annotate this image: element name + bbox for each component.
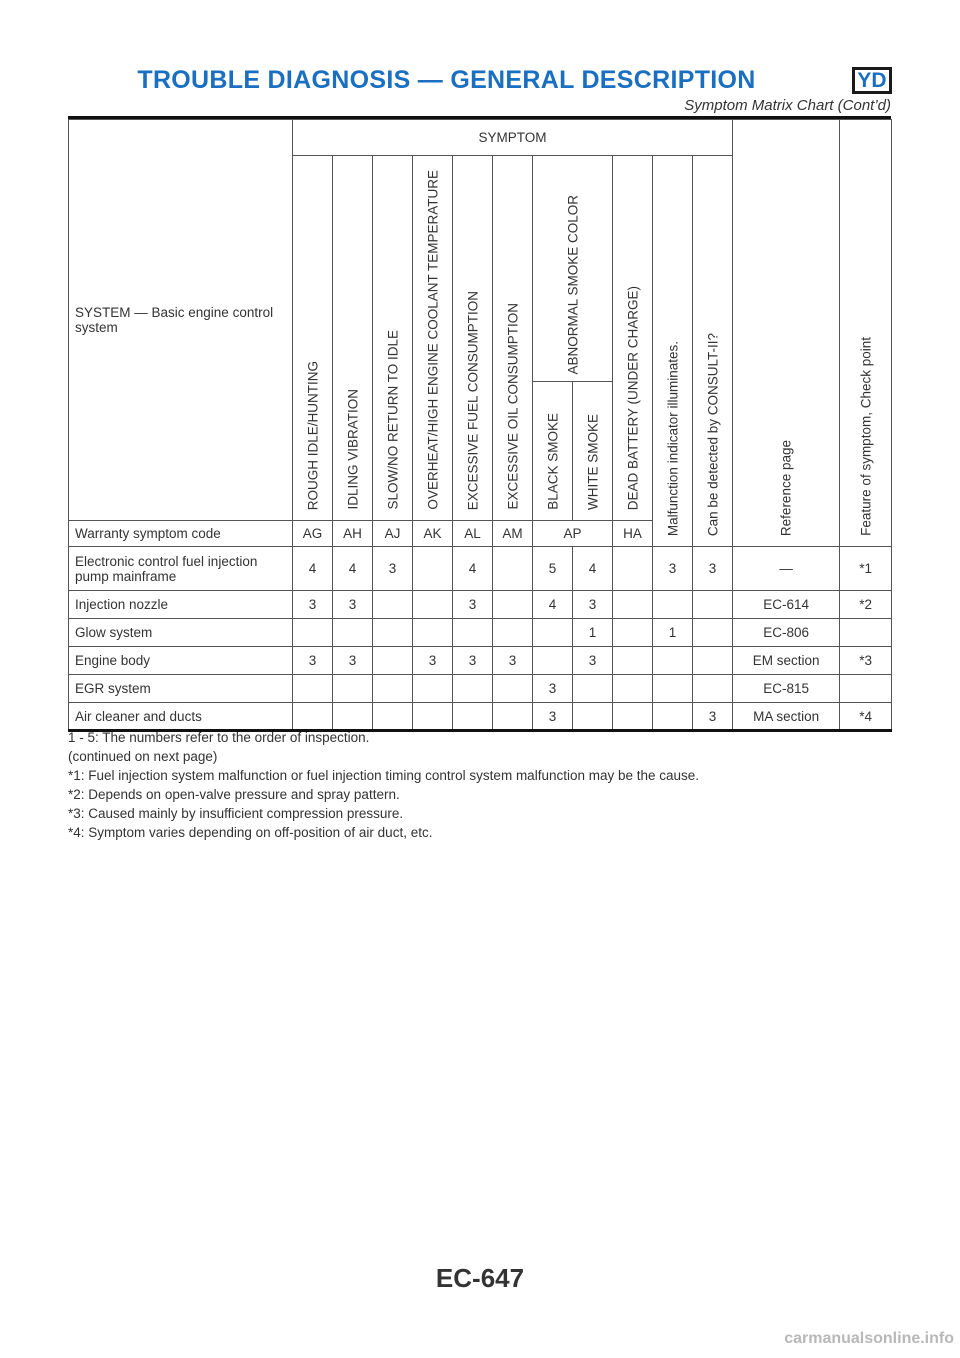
col-excessive-oil-label: EXCESSIVE OIL CONSUMPTION (505, 303, 520, 510)
table-row (69, 547, 892, 591)
col-feature-label: Feature of symptom, Check point (858, 337, 874, 536)
table-cell (573, 703, 613, 731)
col-idling-vibration-label: IDLING VIBRATION (345, 389, 360, 510)
table-cell (493, 675, 533, 703)
table-cell (373, 591, 413, 619)
table-cell (493, 619, 533, 647)
table-cell (840, 619, 892, 647)
table-cell (453, 703, 493, 731)
table-cell (693, 591, 733, 619)
table-cell: 4 (293, 547, 333, 591)
row-system-name: EGR system (69, 675, 293, 703)
code-cell: AM (493, 521, 533, 547)
table-cell: 3 (413, 647, 453, 675)
col-dead-battery-label: DEAD BATTERY (UNDER CHARGE) (625, 285, 640, 510)
table-cell (413, 703, 453, 731)
symptom-matrix-table (68, 119, 892, 732)
system-label: SYSTEM — Basic engine control system (75, 305, 274, 335)
table-cell (693, 619, 733, 647)
table-cell (613, 547, 653, 591)
table-cell (333, 619, 373, 647)
table-cell: 3 (453, 647, 493, 675)
table-cell (693, 647, 733, 675)
row-system-name: Engine body (69, 647, 293, 675)
col-feature (840, 120, 892, 547)
col-reference-page-label: Reference page (778, 439, 794, 536)
table-cell: 3 (333, 647, 373, 675)
table-cell: 4 (573, 547, 613, 591)
table-cell (373, 675, 413, 703)
table-cell: *4 (840, 703, 892, 731)
table-row (69, 591, 892, 619)
note-line: (continued on next page) (68, 749, 218, 764)
col-black-smoke-label: BLACK SMOKE (545, 413, 560, 510)
table-cell (533, 647, 573, 675)
col-excessive-oil (493, 156, 533, 521)
table-cell: 3 (493, 647, 533, 675)
col-mil (653, 156, 693, 547)
col-rough-idle (293, 156, 333, 521)
col-white-smoke-label: WHITE SMOKE (585, 413, 600, 510)
table-cell: 3 (293, 591, 333, 619)
table-row (69, 703, 892, 731)
note-line: *4: Symptom varies depending on off-position of air duct, etc. (68, 825, 433, 840)
row-system-name: Glow system (69, 619, 293, 647)
warranty-label: Warranty symptom code (69, 521, 293, 547)
table-cell (413, 547, 453, 591)
table-cell (613, 703, 653, 731)
code-cell: AK (413, 521, 453, 547)
watermark: carmanualsonline.info (784, 1330, 954, 1347)
table-cell: 3 (453, 591, 493, 619)
table-cell (653, 675, 693, 703)
table-cell (413, 619, 453, 647)
row-system-name: Electronic control fuel injection pump mainframe (69, 547, 293, 591)
symptom-group-header: SYMPTOM (293, 120, 733, 156)
code-cell: AG (293, 521, 333, 547)
table-cell: — (733, 547, 840, 591)
table-cell (613, 619, 653, 647)
table-cell (493, 547, 533, 591)
table-cell: 3 (573, 647, 613, 675)
table-cell: *3 (840, 647, 892, 675)
col-rough-idle-label: ROUGH IDLE/HUNTING (305, 360, 320, 510)
table-cell (653, 703, 693, 731)
code-cell: AP (533, 521, 613, 547)
code-cell: HA (613, 521, 653, 547)
table-cell (653, 591, 693, 619)
table-cell: 1 (573, 619, 613, 647)
table-cell (413, 675, 453, 703)
page-subtitle: Symptom Matrix Chart (Cont’d) (684, 97, 891, 114)
table-cell (413, 591, 453, 619)
header-row-symptom (69, 120, 892, 156)
table-cell (693, 675, 733, 703)
col-white-smoke (573, 382, 613, 521)
col-idling-vibration (333, 156, 373, 521)
table-cell (573, 675, 613, 703)
table-cell (293, 619, 333, 647)
table-cell (333, 675, 373, 703)
col-excessive-fuel-label: EXCESSIVE FUEL CONSUMPTION (465, 290, 480, 510)
col-slow-return-label: SLOW/NO RETURN TO IDLE (385, 330, 400, 510)
table-cell (613, 647, 653, 675)
table-cell: 3 (573, 591, 613, 619)
col-reference-page (733, 120, 840, 547)
row-system-name: Air cleaner and ducts (69, 703, 293, 731)
table-cell: 4 (333, 547, 373, 591)
table-row (69, 675, 892, 703)
col-excessive-fuel (453, 156, 493, 521)
table-cell: 4 (533, 591, 573, 619)
col-abnormal-smoke-label: ABNORMAL SMOKE COLOR (565, 195, 580, 375)
table-cell (373, 619, 413, 647)
table-cell (293, 675, 333, 703)
table-cell: 5 (533, 547, 573, 591)
table-cell: 3 (693, 547, 733, 591)
note-line: 1 - 5: The numbers refer to the order of inspection. (68, 730, 370, 745)
table-cell: 3 (533, 675, 573, 703)
table-cell: 3 (533, 703, 573, 731)
table-cell: 3 (653, 547, 693, 591)
table-cell (453, 619, 493, 647)
table-cell (493, 591, 533, 619)
table-cell (840, 675, 892, 703)
table-cell: 3 (293, 647, 333, 675)
table-cell (373, 703, 413, 731)
col-dead-battery (613, 156, 653, 521)
table-cell: MA section (733, 703, 840, 731)
code-cell: AH (333, 521, 373, 547)
row-system-name: Injection nozzle (69, 591, 293, 619)
note-line: *1: Fuel injection system malfunction or fuel injection timing control system malfunction may be the cause. (68, 768, 700, 783)
note-line: *3: Caused mainly by insufficient compression pressure. (68, 806, 404, 821)
table-cell (333, 703, 373, 731)
page-title: TROUBLE DIAGNOSIS — GENERAL DESCRIPTION (137, 66, 756, 94)
table-cell: *2 (840, 591, 892, 619)
table-cell (613, 591, 653, 619)
table-cell: EC-614 (733, 591, 840, 619)
table-cell (613, 675, 653, 703)
col-mil-label: Malfunction indicator illuminates. (665, 340, 680, 536)
table-cell: 3 (333, 591, 373, 619)
col-consult-label: Can be detected by CONSULT-II? (705, 332, 721, 536)
table-cell: 3 (693, 703, 733, 731)
code-cell: AL (453, 521, 493, 547)
note-line: *2: Depends on open-valve pressure and spray pattern. (68, 787, 400, 802)
system-label-cell (69, 120, 293, 521)
code-cell: AJ (373, 521, 413, 547)
col-overheat-label: OVERHEAT/HIGH ENGINE COOLANT TEMPERATURE (425, 170, 440, 510)
table-cell (493, 703, 533, 731)
page-number: EC-647 (435, 1263, 525, 1293)
col-consult (693, 156, 733, 547)
col-abnormal-smoke (533, 156, 613, 382)
table-row (69, 647, 892, 675)
table-row (69, 619, 892, 647)
table-cell (533, 619, 573, 647)
col-slow-return (373, 156, 413, 521)
table-cell: EM section (733, 647, 840, 675)
table-cell (453, 675, 493, 703)
table-cell: EC-806 (733, 619, 840, 647)
table-cell: 3 (373, 547, 413, 591)
table-body (69, 547, 892, 731)
col-black-smoke (533, 382, 573, 521)
table-cell: *1 (840, 547, 892, 591)
table-cell: 4 (453, 547, 493, 591)
table-cell: EC-815 (733, 675, 840, 703)
table-cell (373, 647, 413, 675)
engine-badge: YD (852, 67, 892, 94)
table-cell (293, 703, 333, 731)
table-cell: 1 (653, 619, 693, 647)
table-cell (653, 647, 693, 675)
col-overheat (413, 156, 453, 521)
